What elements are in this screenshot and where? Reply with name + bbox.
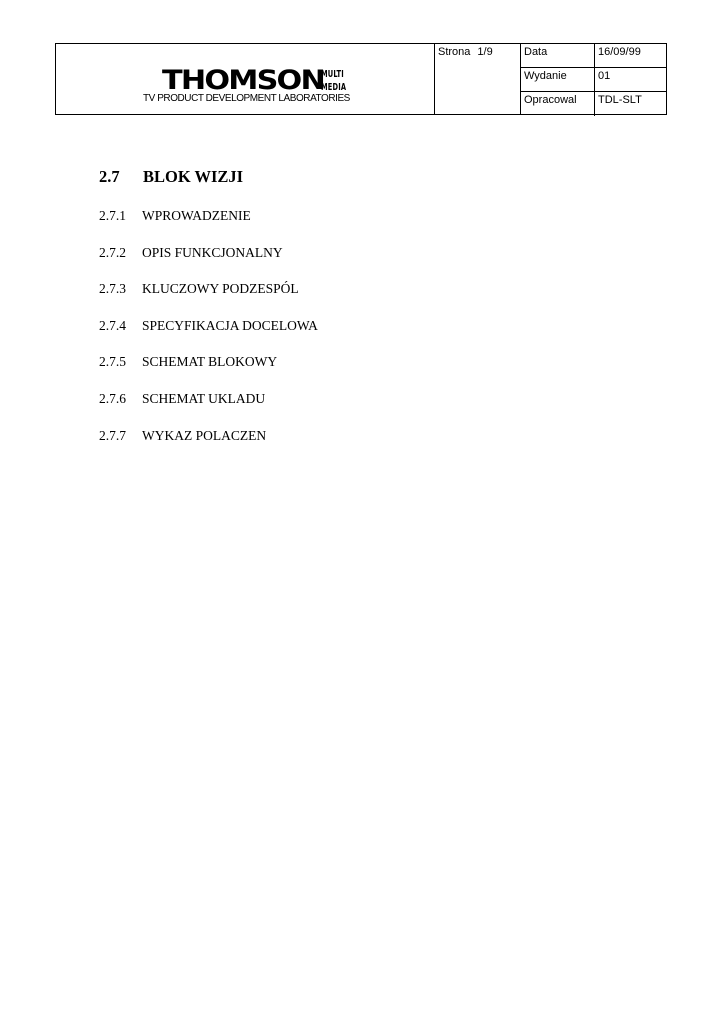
toc-item xyxy=(99,208,251,224)
toc-item-title: KLUCZOWY PODZESPÓL xyxy=(142,281,299,296)
toc-item xyxy=(99,391,265,407)
document-header xyxy=(55,43,667,115)
toc-item-number: 2.7.7 xyxy=(99,428,126,443)
toc-item-number: 2.7.6 xyxy=(99,391,126,406)
logo-subtitle: TV PRODUCT DEVELOPMENT LABORATORIES xyxy=(143,93,350,104)
toc-item-title: SCHEMAT UKLADU xyxy=(142,391,266,406)
toc-item xyxy=(99,428,266,444)
logo-side-bottom: MEDIA xyxy=(320,82,346,93)
toc-item-number: 2.7.3 xyxy=(99,281,126,296)
meta-label: Opracowal xyxy=(521,92,595,116)
toc-item-number: 2.7.5 xyxy=(99,354,126,369)
toc-item-number: 2.7.1 xyxy=(99,208,126,223)
meta-grid xyxy=(521,44,667,114)
toc-item-number: 2.7.2 xyxy=(99,245,126,260)
toc-item xyxy=(99,245,283,261)
toc-item xyxy=(99,354,277,370)
logo-side-text xyxy=(321,70,353,92)
meta-row-author xyxy=(521,92,667,116)
section-title: BLOK WIZJI xyxy=(143,167,244,186)
meta-row-date xyxy=(521,44,667,68)
toc-item-title: WYKAZ POLACZEN xyxy=(142,428,267,443)
logo-side-top: MULTI xyxy=(320,69,344,80)
page-value: 1/9 xyxy=(477,46,493,58)
meta-value: 01 xyxy=(598,70,611,82)
meta-label: Wydanie xyxy=(521,68,595,91)
toc-item xyxy=(99,281,299,297)
toc-item-title: SCHEMAT BLOKOWY xyxy=(142,354,278,369)
logo-brand: THOMSON xyxy=(162,65,324,96)
toc-item-title: SPECYFIKACJA DOCELOWA xyxy=(142,318,318,333)
meta-row-edition xyxy=(521,68,667,92)
thomson-logo xyxy=(162,65,353,96)
toc-item-number: 2.7.4 xyxy=(99,318,126,333)
meta-value: 16/09/99 xyxy=(598,46,641,58)
section-heading xyxy=(99,167,243,187)
toc-item xyxy=(99,318,318,334)
page-label: Strona xyxy=(438,46,471,58)
toc-item-title: WPROWADZENIE xyxy=(142,208,251,223)
logo-cell xyxy=(56,44,435,114)
toc-item-title: OPIS FUNKCJONALNY xyxy=(142,245,283,260)
meta-value: TDL-SLT xyxy=(598,94,642,106)
meta-label: Data xyxy=(521,44,595,67)
section-number: 2.7 xyxy=(99,167,120,186)
page-number-cell xyxy=(435,44,521,114)
